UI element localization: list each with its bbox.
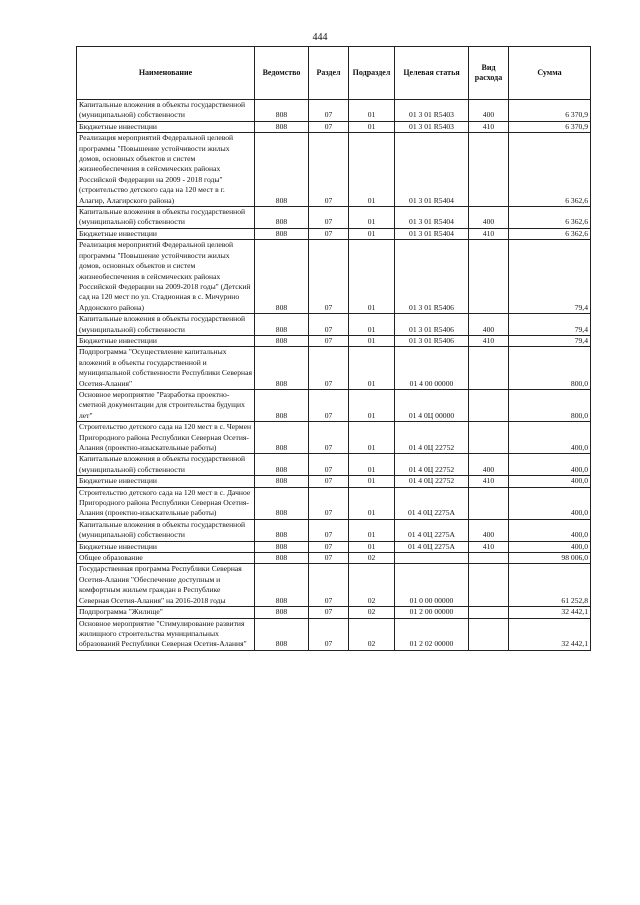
row-name: Капитальные вложения в объекты государственной (муниципальной) собственности	[77, 519, 255, 541]
row-target: 01 3 01 R5404	[395, 228, 469, 239]
row-dept: 808	[255, 454, 309, 476]
row-target: 01 4 0Ц 00000	[395, 389, 469, 421]
row-amount: 400,0	[509, 454, 591, 476]
row-amount: 400,0	[509, 541, 591, 552]
table-row	[77, 454, 591, 476]
row-target: 01 4 0Ц 2275А	[395, 487, 469, 519]
row-expense-type	[469, 487, 509, 519]
row-subsection: 02	[349, 618, 395, 650]
row-expense-type: 410	[469, 541, 509, 552]
row-target: 01 3 01 R5404	[395, 133, 469, 207]
row-target: 01 2 02 00000	[395, 618, 469, 650]
row-amount: 6 362,6	[509, 133, 591, 207]
row-expense-type	[469, 607, 509, 618]
header-target: Целевая статья	[395, 47, 469, 100]
row-section: 07	[309, 519, 349, 541]
row-subsection: 01	[349, 335, 395, 346]
row-dept: 808	[255, 618, 309, 650]
row-expense-type: 410	[469, 335, 509, 346]
row-section: 07	[309, 100, 349, 122]
header-expense-type: Вид расхода	[469, 47, 509, 100]
row-target: 01 3 01 R5404	[395, 207, 469, 229]
row-subsection: 02	[349, 553, 395, 564]
row-section: 07	[309, 228, 349, 239]
row-target: 01 0 00 00000	[395, 564, 469, 607]
row-name: Подпрограмма "Осуществление капитальных вложений в объекты государственной и муниципальной собственности Республики Северная Осетия-Алания"	[77, 347, 255, 390]
row-name: Основное мероприятие "Стимулирование развития жилищного строительства муниципальных образований Республики Северная Осетия-Алания"	[77, 618, 255, 650]
table-row	[77, 121, 591, 132]
row-dept: 808	[255, 133, 309, 207]
row-name: Реализация мероприятий Федеральной целевой программы "Повышение устойчивости жилых домов, основных объектов и систем жизнеобеспечения в сейсмических районах Российской Федерации на 2009 - 2018 годы" (строительство детского сада на 120 мест в г. Алагир, Алагирского района)	[77, 133, 255, 207]
row-target: 01 3 01 R5406	[395, 335, 469, 346]
row-subsection: 01	[349, 100, 395, 122]
row-dept: 808	[255, 519, 309, 541]
row-name: Бюджетные инвестиции	[77, 541, 255, 552]
row-dept: 808	[255, 335, 309, 346]
table-row	[77, 618, 591, 650]
table-row	[77, 607, 591, 618]
row-expense-type: 410	[469, 228, 509, 239]
row-subsection: 01	[349, 389, 395, 421]
header-name: Наименование	[77, 47, 255, 100]
row-dept: 808	[255, 541, 309, 552]
row-expense-type: 400	[469, 207, 509, 229]
row-amount: 79,4	[509, 314, 591, 336]
row-name: Бюджетные инвестиции	[77, 228, 255, 239]
row-name: Капитальные вложения в объекты государственной (муниципальной) собственности	[77, 314, 255, 336]
row-target: 01 4 0Ц 22752	[395, 422, 469, 454]
row-dept: 808	[255, 389, 309, 421]
table-row	[77, 422, 591, 454]
row-section: 07	[309, 422, 349, 454]
row-name: Строительство детского сада на 120 мест в с. Дачное Пригородного района Республики Северная Осетия-Алания (проектно-изыскательные работы)	[77, 487, 255, 519]
row-target: 01 3 01 R5406	[395, 314, 469, 336]
row-amount: 400,0	[509, 519, 591, 541]
row-section: 07	[309, 618, 349, 650]
row-subsection: 01	[349, 207, 395, 229]
row-section: 07	[309, 314, 349, 336]
table-row	[77, 564, 591, 607]
row-subsection: 01	[349, 476, 395, 487]
page-number: 444	[312, 32, 328, 43]
row-subsection: 01	[349, 314, 395, 336]
row-subsection: 01	[349, 133, 395, 207]
row-section: 07	[309, 240, 349, 314]
table-row	[77, 133, 591, 207]
row-amount: 79,4	[509, 335, 591, 346]
row-name: Бюджетные инвестиции	[77, 476, 255, 487]
row-expense-type	[469, 564, 509, 607]
row-name: Капитальные вложения в объекты государственной (муниципальной) собственности	[77, 454, 255, 476]
row-section: 07	[309, 487, 349, 519]
row-amount: 400,0	[509, 476, 591, 487]
row-dept: 808	[255, 487, 309, 519]
row-dept: 808	[255, 607, 309, 618]
row-target	[395, 553, 469, 564]
row-target: 01 3 01 R5406	[395, 240, 469, 314]
row-dept: 808	[255, 121, 309, 132]
row-subsection: 01	[349, 519, 395, 541]
row-amount: 79,4	[509, 240, 591, 314]
row-section: 07	[309, 207, 349, 229]
row-target: 01 4 0Ц 22752	[395, 476, 469, 487]
row-target: 01 4 0Ц 2275А	[395, 519, 469, 541]
row-name: Государственная программа Республики Северная Осетия-Алания "Обеспечение доступным и комфортным жильем граждан в Республике Северная Осетия-Алания" на 2016-2018 годы	[77, 564, 255, 607]
row-dept: 808	[255, 240, 309, 314]
row-dept: 808	[255, 100, 309, 122]
row-amount: 98 006,0	[509, 553, 591, 564]
row-amount: 6 362,6	[509, 207, 591, 229]
table-row	[77, 207, 591, 229]
row-name: Реализация мероприятий Федеральной целевой программы "Повышение устойчивости жилых домов, основных объектов и систем жизнеобеспечения в сейсмических районах Российской Федерации на 2009-2018 годы" (Детский сад на 120 мест по ул. Стадионная в с. Мичурино Ардонского района)	[77, 240, 255, 314]
row-name: Бюджетные инвестиции	[77, 121, 255, 132]
row-amount: 800,0	[509, 347, 591, 390]
table-row	[77, 389, 591, 421]
row-dept: 808	[255, 347, 309, 390]
row-dept: 808	[255, 553, 309, 564]
row-target: 01 4 0Ц 22752	[395, 454, 469, 476]
row-section: 07	[309, 553, 349, 564]
row-amount: 6 362,6	[509, 228, 591, 239]
row-expense-type: 410	[469, 476, 509, 487]
table-row	[77, 240, 591, 314]
row-expense-type	[469, 553, 509, 564]
row-subsection: 02	[349, 607, 395, 618]
row-dept: 808	[255, 564, 309, 607]
row-subsection: 01	[349, 228, 395, 239]
row-section: 07	[309, 454, 349, 476]
row-dept: 808	[255, 207, 309, 229]
row-subsection: 01	[349, 121, 395, 132]
row-section: 07	[309, 133, 349, 207]
budget-table	[76, 46, 591, 651]
table-row	[77, 347, 591, 390]
row-name: Капитальные вложения в объекты государственной (муниципальной) собственности	[77, 207, 255, 229]
row-dept: 808	[255, 228, 309, 239]
row-amount: 800,0	[509, 389, 591, 421]
row-section: 07	[309, 335, 349, 346]
row-expense-type	[469, 347, 509, 390]
header-dept: Ведомство	[255, 47, 309, 100]
row-name: Подпрограмма "Жилище"	[77, 607, 255, 618]
row-section: 07	[309, 564, 349, 607]
row-expense-type	[469, 618, 509, 650]
table-row	[77, 100, 591, 122]
row-subsection: 01	[349, 347, 395, 390]
row-expense-type: 400	[469, 454, 509, 476]
row-section: 07	[309, 347, 349, 390]
row-target: 01 4 0Ц 2275А	[395, 541, 469, 552]
table-row	[77, 228, 591, 239]
row-dept: 808	[255, 422, 309, 454]
row-subsection: 02	[349, 564, 395, 607]
row-expense-type	[469, 240, 509, 314]
row-section: 07	[309, 389, 349, 421]
row-amount: 6 370,9	[509, 100, 591, 122]
row-subsection: 01	[349, 541, 395, 552]
row-expense-type	[469, 422, 509, 454]
row-subsection: 01	[349, 487, 395, 519]
table-row	[77, 476, 591, 487]
row-subsection: 01	[349, 240, 395, 314]
row-section: 07	[309, 121, 349, 132]
table-row	[77, 541, 591, 552]
row-amount: 400,0	[509, 422, 591, 454]
row-target: 01 2 00 00000	[395, 607, 469, 618]
row-section: 07	[309, 607, 349, 618]
row-dept: 808	[255, 314, 309, 336]
row-expense-type	[469, 389, 509, 421]
row-subsection: 01	[349, 422, 395, 454]
row-dept: 808	[255, 476, 309, 487]
table-row	[77, 553, 591, 564]
row-amount: 32 442,1	[509, 607, 591, 618]
header-amount: Сумма	[509, 47, 591, 100]
row-section: 07	[309, 541, 349, 552]
table-row	[77, 487, 591, 519]
row-name: Бюджетные инвестиции	[77, 335, 255, 346]
row-section: 07	[309, 476, 349, 487]
row-target: 01 3 01 R5403	[395, 100, 469, 122]
header-section: Раздел	[309, 47, 349, 100]
table-row	[77, 519, 591, 541]
row-name: Строительство детского сада на 120 мест в с. Чермен Пригородного района Республики Северная Осетия-Алания (проектно-изыскательные работы)	[77, 422, 255, 454]
row-amount: 400,0	[509, 487, 591, 519]
row-amount: 6 370,9	[509, 121, 591, 132]
row-expense-type: 410	[469, 121, 509, 132]
table-row	[77, 314, 591, 336]
row-expense-type: 400	[469, 314, 509, 336]
row-expense-type	[469, 133, 509, 207]
row-subsection: 01	[349, 454, 395, 476]
row-expense-type: 400	[469, 100, 509, 122]
table-row	[77, 335, 591, 346]
row-amount: 61 252,8	[509, 564, 591, 607]
row-amount: 32 442,1	[509, 618, 591, 650]
row-name: Основное мероприятие "Разработка проектно-сметной документации для строительства будущих лет"	[77, 389, 255, 421]
row-target: 01 4 00 00000	[395, 347, 469, 390]
header-subsection: Подраздел	[349, 47, 395, 100]
row-name: Капитальные вложения в объекты государственной (муниципальной) собственности	[77, 100, 255, 122]
row-name: Общее образование	[77, 553, 255, 564]
row-target: 01 3 01 R5403	[395, 121, 469, 132]
row-expense-type: 400	[469, 519, 509, 541]
table-header-row	[77, 47, 591, 100]
